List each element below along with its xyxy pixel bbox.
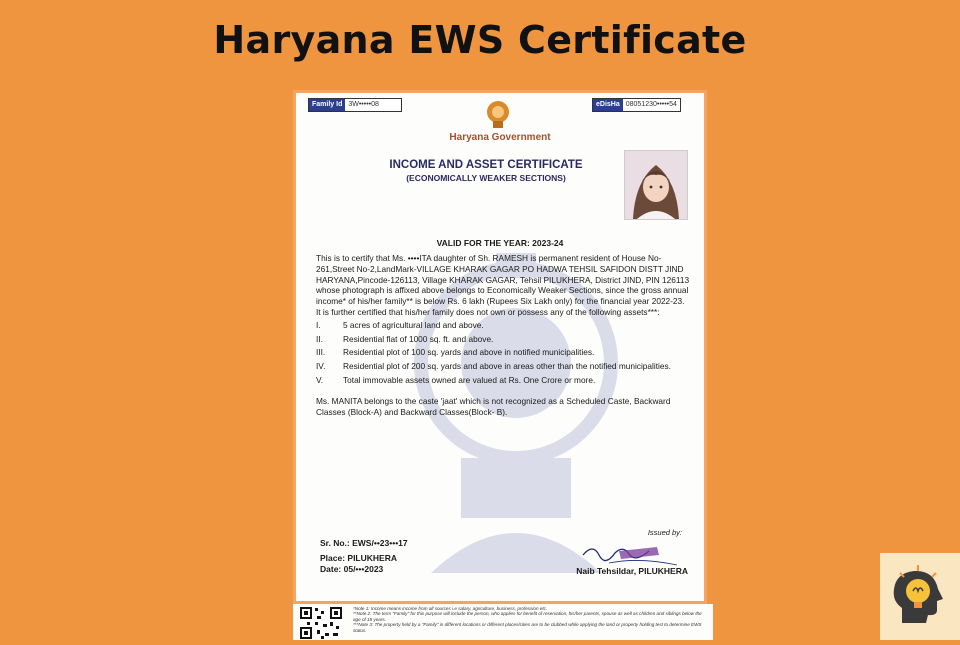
haryana-emblem-icon [484,99,512,129]
brand-logo [880,553,960,640]
footnotes [353,606,703,633]
list-item: IV. Residential plot of 200 sq. yards and above in areas other than the notified municipalities. [316,361,671,372]
certificate-subtitle: (ECONOMICALLY WEAKER SECTIONS) [406,173,566,183]
page-title: Haryana EWS Certificate [213,18,747,62]
place: Place: PILUKHERA [320,552,397,563]
edisha-label: eDisHa [593,99,623,111]
edisha-box [592,98,681,112]
family-id-value: 3W•••••08 [348,101,379,108]
certificate-body [316,253,691,417]
footnote: ***Note 3: The property held by a "Family" in different locations or different places/cities are to be clubbed while applying the land or property holding test to determine EWS status. [353,622,702,633]
list-item: V. Total immovable assets owned are valued at Rs. One Crore or more. [316,374,596,385]
qr-code-icon [299,606,343,640]
assets-list [316,320,691,386]
family-id-label: Family Id [309,99,345,111]
list-item: III. Residential plot of 100 sq. yards and above in notified municipalities. [316,347,595,358]
notes-strip [293,604,713,640]
government-name: Haryana Government [449,132,551,143]
lightbulb-head-logo [880,553,960,640]
issued-by-label: Issued by: [647,528,682,537]
valid-year: VALID FOR THE YEAR: 2023-24 [436,238,564,248]
edisha-value: 08051230•••••54 [625,101,677,108]
family-id-box [308,98,402,112]
date: Date: 05/•••2023 [320,564,384,574]
certification-paragraph: This is to certify that Ms. ••••ITA daughter of Sh. RAMESH is permanent resident of House No-261,Street No-2,LandMark-VILLAGE KHARAK GAGAR PO HADWA TEHSIL SAFIDON DISTT JIND HARYANA,Pincode-126113, Village KHARAK GAGAR, Tehsil PILUKHERA, District JIND, PIN 126113 whose photograph is affixed above belongs to Economically Weaker Sections, since the gross annual income* of his/her family** is below Rs. 6 lakh (Rupees Six Lakh only) for the financial year 2022-23. [316,253,690,307]
issuer-name: Naib Tehsildar, PILUKHERA [576,566,688,576]
footnote: **Note 2: The term "Family" for this purpose will include the person, who applies for benefit of reservation, his/her parents, spouse as well as children and siblings below the age of 18 years. [353,611,702,622]
certificate-document [293,90,707,604]
certificate-title: INCOME AND ASSET CERTIFICATE [389,159,583,171]
list-item: II. Residential flat of 1000 sq. ft. and above. [316,333,494,344]
certificate-footer [320,538,408,576]
footnote: *Note 1: Income means income from all sources i.e salary, agriculture, business, profession etc. [353,606,548,611]
serial-number: Sr. No.: EWS/••23•••17 [320,538,408,548]
caste-paragraph: Ms. MANITA belongs to the caste 'jaat' which is not recognized as a Scheduled Caste, Backward Classes (Block-A) and Backward Classes(Block- B). [316,395,671,417]
assets-intro: It is further certified that his/her family does not own or possess any of the following assets***: [316,306,660,317]
applicant-photo [624,150,688,220]
list-item: I. 5 acres of agricultural land and above. [316,319,484,330]
